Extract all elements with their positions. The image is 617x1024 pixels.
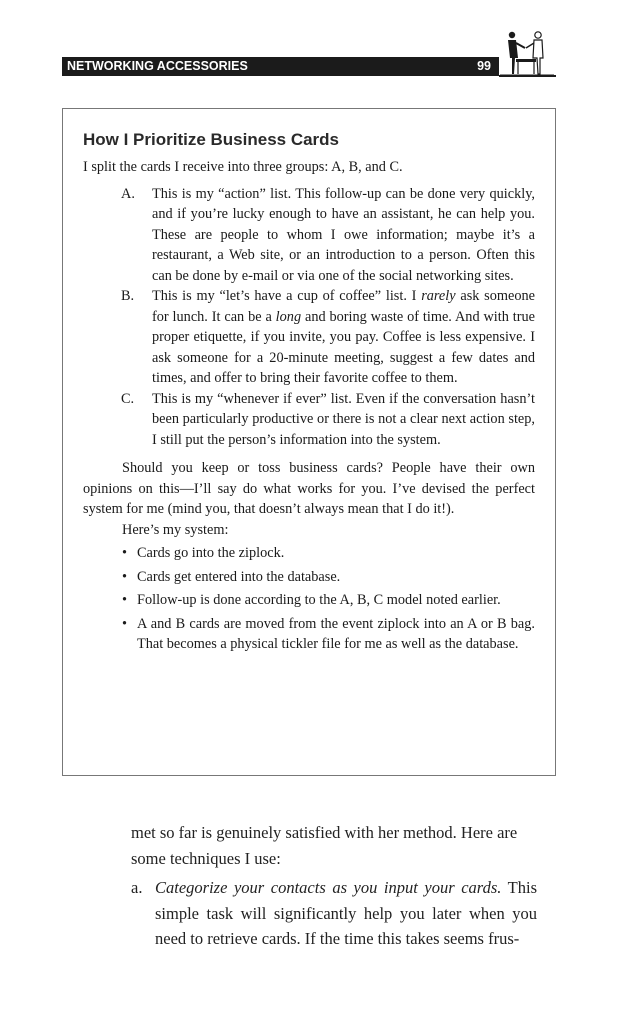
handshake-icon <box>496 28 556 78</box>
system-steps-list <box>83 543 535 655</box>
technique-marker: a. <box>131 878 143 897</box>
bullet-icon: • <box>122 545 128 561</box>
system-step <box>122 543 535 564</box>
group-emphasis: rarely <box>421 288 456 304</box>
group-text-part: and boring waste of time. And with true proper etiquette, if you invite, you pay. Coffee is less expensive. I ask someone for a 20-minute meeting, suggest a few dates and times, and offer to bring their favorite coffee to them. <box>152 308 535 386</box>
sidebar-intro: I split the cards I receive into three groups: A, B, and C. <box>83 159 403 175</box>
sidebar-box <box>62 108 556 776</box>
group-emphasis: long <box>275 308 302 325</box>
group-text: This is my “whenever if ever” list. Even if the conversation hasn’t been particularly productive or there is not a clear next action step, I still put the person’s information into the system. <box>152 390 535 448</box>
body-continuation: met so far is genuinely satisfied with her method. Here are some techniques I use: <box>131 823 518 868</box>
group-text-part: ask someone for lunch. It can be a <box>152 288 535 325</box>
page-number: 99 <box>477 59 491 73</box>
bullet-icon: • <box>122 568 128 585</box>
system-step <box>122 567 535 588</box>
step-text: Cards go into the ziplock. <box>137 545 285 561</box>
group-marker: B. <box>121 288 135 304</box>
group-text: This is my “action” list. This follow-up can be done very quickly, and if you’re lucky enough to have an assistant, he can help you. These are people to whom I owe information; maybe it’s a restaurant, a Web site, or an introduction to a person. Often this can be done by e-mail or via one of the social networking sites. <box>152 185 535 284</box>
priority-groups-list <box>83 184 535 451</box>
step-text: Follow-up is done according to the A, B, C model noted earlier. <box>137 592 501 608</box>
group-text-part: This is my “let’s have a cup of coffee” list. I <box>152 288 422 304</box>
system-step <box>122 590 535 611</box>
group-marker: A. <box>121 185 135 202</box>
techniques-list <box>131 875 537 952</box>
sidebar-paragraph: Should you keep or toss business cards? People have their own opinions on this—I’ll say do what works for you. I’ve devised the perfect system for me (mind you, that doesn’t always mean that I do it!). <box>83 460 535 517</box>
group-b <box>121 286 535 389</box>
bullet-icon: • <box>122 592 128 608</box>
group-a <box>121 184 535 287</box>
group-c <box>121 389 535 451</box>
technique-text: This simple task will significantly help you later when you need to retrieve cards. If the time this takes seems frus- <box>155 878 537 948</box>
step-text: Cards get entered into the database. <box>137 568 341 585</box>
step-text: A and B cards are moved from the event ziplock into an A or B bag. That becomes a physical tickler file for me as well as the database. <box>137 615 535 652</box>
technique-lead: Categorize your contacts as you input your cards. <box>155 878 502 897</box>
sidebar-title: How I Prioritize Business Cards <box>83 130 340 149</box>
group-marker: C. <box>121 390 135 407</box>
technique-a <box>131 875 537 952</box>
bullet-icon: • <box>122 615 128 632</box>
system-intro: Here’s my system: <box>122 521 229 538</box>
main-body <box>131 820 537 952</box>
running-header <box>62 57 499 76</box>
section-title: NETWORKING ACCESSORIES <box>67 59 248 73</box>
system-step <box>122 614 535 655</box>
